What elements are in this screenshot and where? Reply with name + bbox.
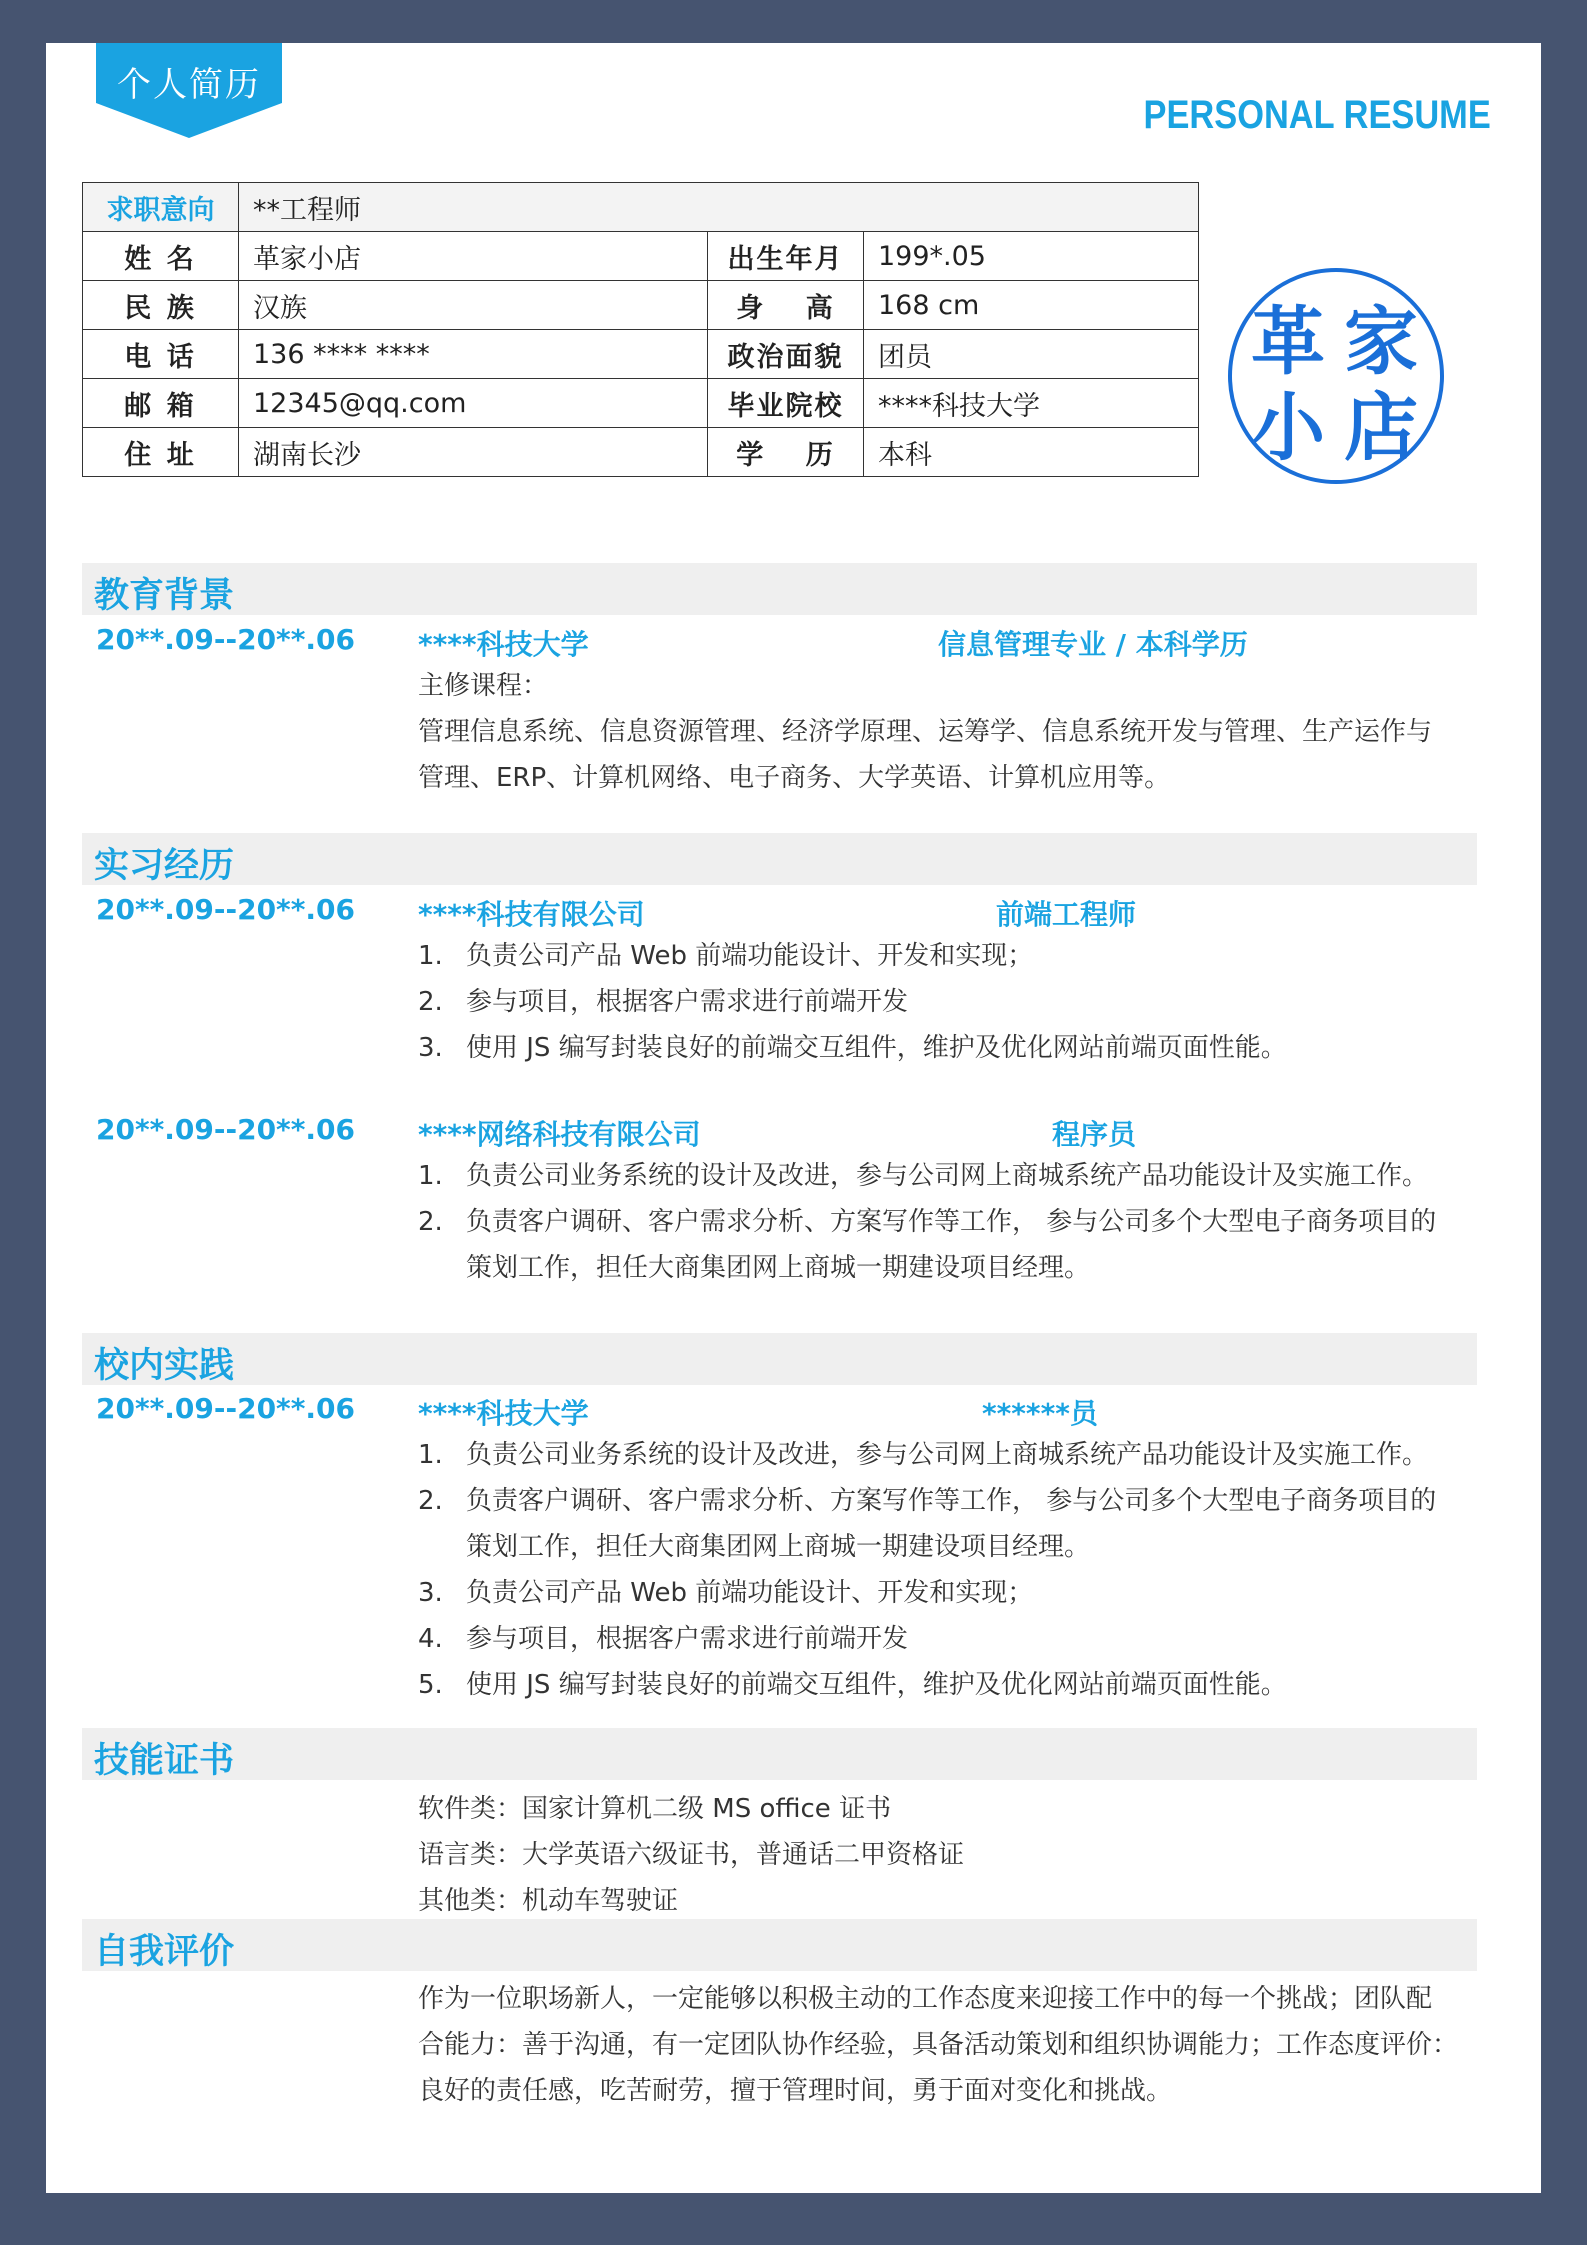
entry-date: 20**.09--20**.06	[96, 1392, 355, 1425]
evaluation-line: 良好的责任感，吃苦耐劳，擅于管理时间，勇于面对变化和挑战。	[418, 2076, 1173, 2106]
skill-line: 语言类：大学英语六级证书，普通话二甲资格证	[418, 1840, 965, 1870]
seal-char: 家	[1344, 299, 1418, 385]
skills-list	[418, 1786, 964, 1924]
section-skills	[82, 1728, 1477, 1780]
duty-text: 负责客户调研、客户需求分析、方案写作等工作， 参与公司多个大型电子商务项目的	[466, 1486, 1437, 1516]
entry-company: ****科技有限公司	[418, 898, 645, 931]
info-value: 湖南长沙	[239, 428, 708, 477]
duty-text: 策划工作，担任大商集团网上商城一期建设项目经理。	[466, 1532, 1091, 1562]
duty-item	[418, 1199, 1458, 1245]
info-label: 住 址	[83, 428, 239, 477]
entry-company: ****网络科技有限公司	[418, 1118, 701, 1151]
resume-tag	[96, 43, 282, 138]
item-number: 5.	[418, 1670, 443, 1700]
entry-role: 程序员	[1052, 1118, 1137, 1151]
item-number: 4.	[418, 1624, 443, 1654]
duty-item	[418, 1245, 1458, 1291]
internship-duties	[418, 1153, 1458, 1291]
courses-label: 主修课程：	[418, 671, 549, 701]
entry-role: ******员	[982, 1397, 1098, 1430]
seal-char: 店	[1344, 385, 1418, 471]
section-title: 技能证书	[94, 1741, 235, 1781]
brand-title: PERSONAL RESUME	[1143, 93, 1491, 137]
duty-item	[418, 1662, 1458, 1708]
evaluation-line: 作为一位职场新人，一定能够以积极主动的工作态度来迎接工作中的每一个挑战；团队配	[418, 1984, 1433, 2014]
duty-text: 使用 JS 编写封装良好的前端交互组件，维护及优化网站前端页面性能。	[466, 1033, 1287, 1063]
duty-text: 参与项目，根据客户需求进行前端开发	[466, 1624, 909, 1654]
personal-info-table	[82, 182, 1199, 477]
resume-tag-label: 个人简历	[117, 65, 261, 105]
duty-text: 策划工作，担任大商集团网上商城一期建设项目经理。	[466, 1253, 1091, 1283]
item-number: 2.	[418, 1486, 443, 1516]
duty-text: 负责公司产品 Web 前端功能设计、开发和实现；	[466, 941, 1034, 971]
info-value: 团员	[864, 330, 1199, 379]
info-value: 136 **** ****	[239, 330, 708, 379]
section-campus	[82, 1333, 1477, 1385]
info-value: 199*.05	[864, 232, 1199, 281]
section-title: 实习经历	[94, 846, 235, 886]
duty-text: 参与项目，根据客户需求进行前端开发	[466, 987, 909, 1017]
info-row	[83, 330, 1199, 379]
section-title: 教育背景	[94, 576, 235, 616]
info-row	[83, 232, 1199, 281]
info-row	[83, 281, 1199, 330]
duty-item	[418, 1616, 1458, 1662]
resume-page	[46, 43, 1541, 2193]
evaluation-line: 合能力：善于沟通，有一定团队协作经验，具备活动策划和组织协调能力；工作态度评价：	[418, 2030, 1459, 2060]
info-row	[83, 428, 1199, 477]
info-value: 本科	[864, 428, 1199, 477]
education-courses	[418, 663, 1432, 801]
item-number: 3.	[418, 1033, 443, 1063]
section-internship	[82, 833, 1477, 885]
duty-text: 负责公司产品 Web 前端功能设计、开发和实现；	[466, 1578, 1034, 1608]
info-row	[83, 379, 1199, 428]
item-number: 3.	[418, 1578, 443, 1608]
duty-item	[418, 1570, 1458, 1616]
objective-row	[83, 183, 1199, 232]
entry-date: 20**.09--20**.06	[96, 1113, 355, 1146]
info-label: 学 历	[708, 428, 864, 477]
skill-line: 软件类：国家计算机二级 MS office 证书	[418, 1794, 892, 1824]
entry-role: 前端工程师	[996, 898, 1137, 931]
info-value: 革家小店	[239, 232, 708, 281]
info-label: 出生年月	[708, 232, 864, 281]
seal-char: 小	[1251, 385, 1325, 471]
info-value: 汉族	[239, 281, 708, 330]
info-label: 邮 箱	[83, 379, 239, 428]
duty-item	[418, 979, 1458, 1025]
info-label: 政治面貌	[708, 330, 864, 379]
item-number: 2.	[418, 987, 443, 1017]
courses-line: 管理信息系统、信息资源管理、经济学原理、运筹学、信息系统开发与管理、生产运作与	[418, 717, 1433, 747]
section-self-evaluation	[82, 1919, 1477, 1971]
section-title: 校内实践	[94, 1346, 235, 1386]
duty-text: 负责客户调研、客户需求分析、方案写作等工作， 参与公司多个大型电子商务项目的	[466, 1207, 1437, 1237]
info-value: 12345@qq.com	[239, 379, 708, 428]
section-education	[82, 563, 1477, 615]
entry-major: 信息管理专业 / 本科学历	[938, 628, 1248, 661]
skill-line: 其他类：机动车驾驶证	[418, 1886, 679, 1916]
internship-duties	[418, 933, 1458, 1071]
duty-item	[418, 1524, 1458, 1570]
entry-date: 20**.09--20**.06	[96, 623, 355, 656]
item-number: 1.	[418, 1161, 443, 1191]
item-number: 2.	[418, 1207, 443, 1237]
item-number: 1.	[418, 941, 443, 971]
info-label: 毕业院校	[708, 379, 864, 428]
info-value: ****科技大学	[864, 379, 1199, 428]
self-evaluation-text	[418, 1976, 1458, 2114]
info-label: 身 高	[708, 281, 864, 330]
courses-line: 管理、ERP、计算机网络、电子商务、大学英语、计算机应用等。	[418, 763, 1171, 793]
campus-duties	[418, 1432, 1458, 1708]
info-label: 电 话	[83, 330, 239, 379]
entry-school: ****科技大学	[418, 628, 589, 661]
seal-char: 革	[1251, 299, 1325, 385]
duty-item	[418, 1478, 1458, 1524]
name-seal	[1225, 265, 1447, 487]
duty-item	[418, 1153, 1458, 1199]
entry-date: 20**.09--20**.06	[96, 893, 355, 926]
objective-value: **工程师	[239, 183, 1199, 232]
duty-item	[418, 933, 1458, 979]
duty-item	[418, 1432, 1458, 1478]
entry-school: ****科技大学	[418, 1397, 589, 1430]
duty-text: 负责公司业务系统的设计及改进，参与公司网上商城系统产品功能设计及实施工作。	[466, 1161, 1429, 1191]
section-title: 自我评价	[94, 1932, 235, 1972]
duty-text: 使用 JS 编写封装良好的前端交互组件，维护及优化网站前端页面性能。	[466, 1670, 1287, 1700]
info-label: 姓 名	[83, 232, 239, 281]
item-number: 1.	[418, 1440, 443, 1470]
info-label: 民 族	[83, 281, 239, 330]
info-value: 168 cm	[864, 281, 1199, 330]
duty-text: 负责公司业务系统的设计及改进，参与公司网上商城系统产品功能设计及实施工作。	[466, 1440, 1429, 1470]
duty-item	[418, 1025, 1458, 1071]
objective-label: 求职意向	[83, 183, 239, 232]
